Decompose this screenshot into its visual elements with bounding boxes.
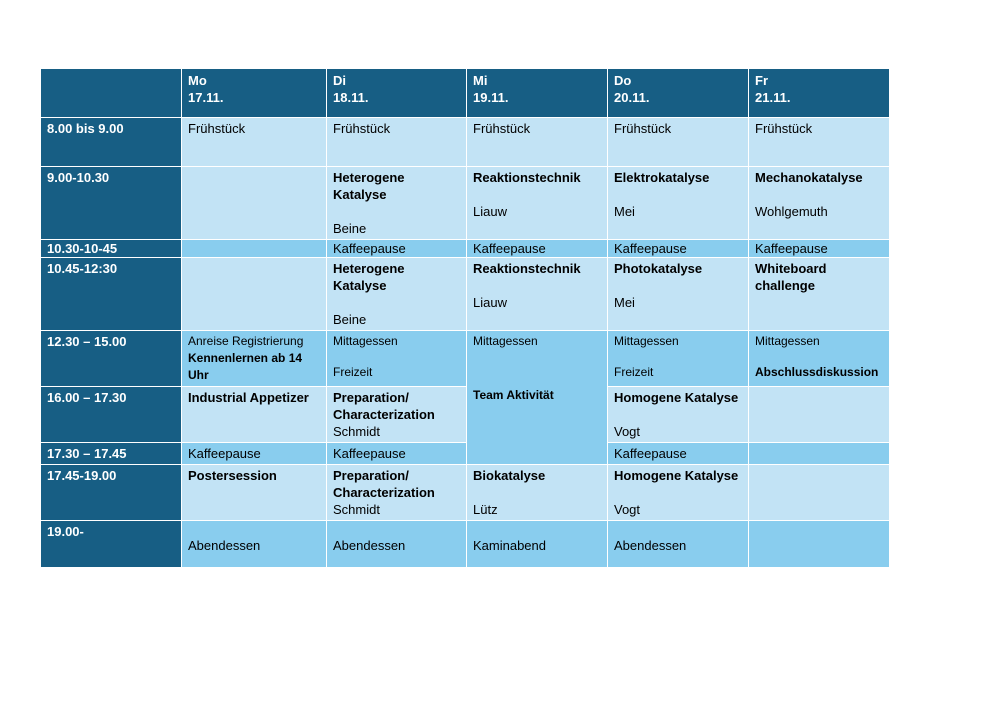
table-row [41, 258, 890, 331]
free-time-text: Freizeit [333, 365, 373, 379]
time-slot: 9.00-10.30 [41, 167, 182, 240]
lunch-text: Mittagessen [614, 334, 679, 348]
cell-session [608, 387, 749, 443]
table-row [41, 465, 890, 521]
header-day-mo [182, 69, 327, 118]
cell-session: Industrial Appetizer [182, 387, 327, 443]
table-row [41, 331, 890, 387]
table-row [41, 118, 890, 167]
cell-empty [749, 465, 890, 521]
cell-empty [749, 387, 890, 443]
day-date: 18.11. [333, 90, 369, 105]
table-row [41, 240, 890, 258]
cell-coffee-break: Kaffeepause [608, 240, 749, 258]
time-slot: 8.00 bis 9.00 [41, 118, 182, 167]
cell-session [608, 167, 749, 240]
cell-fireside-evening: Kaminabend [467, 521, 608, 568]
table-row [41, 167, 890, 240]
lunch-text: Mittagessen [473, 334, 538, 348]
day-name: Mi [473, 73, 488, 88]
header-day-mi [467, 69, 608, 118]
session-speaker: Wohlgemuth [755, 204, 828, 219]
session-title: Preparation/ [333, 468, 409, 483]
cell-session [608, 465, 749, 521]
time-slot: 10.45-12:30 [41, 258, 182, 331]
time-slot: 19.00- [41, 521, 182, 568]
cell-session [327, 258, 467, 331]
cell-session [749, 258, 890, 331]
schedule-table [40, 68, 890, 568]
day-date: 17.11. [188, 90, 224, 105]
cell-dinner: Abendessen [182, 521, 327, 568]
cell-breakfast: Frühstück [467, 118, 608, 167]
cell-session [467, 465, 608, 521]
day-name: Do [614, 73, 632, 88]
session-speaker: Vogt [614, 424, 641, 439]
time-slot: 17.45-19.00 [41, 465, 182, 521]
cell-empty [749, 521, 890, 568]
cell-arrival [182, 331, 327, 387]
cell-breakfast: Frühstück [608, 118, 749, 167]
lunch-text: Mittagessen [333, 334, 398, 348]
cell-session [749, 167, 890, 240]
session-speaker: Mei [614, 204, 635, 219]
cell-session: Postersession [182, 465, 327, 521]
day-name: Di [333, 73, 346, 88]
header-day-di [327, 69, 467, 118]
time-slot: 12.30 – 15.00 [41, 331, 182, 387]
cell-lunch [327, 331, 467, 387]
free-time-text: Freizeit [614, 365, 654, 379]
header-day-fr [749, 69, 890, 118]
table-row [41, 443, 890, 465]
cell-empty [749, 443, 890, 465]
session-speaker: Lütz [473, 502, 498, 517]
session-title: Whiteboard [755, 261, 827, 276]
session-title: Elektrokatalyse [614, 170, 710, 185]
session-speaker: Beine [333, 221, 367, 236]
session-speaker: Beine [333, 312, 367, 327]
session-speaker: Schmidt [333, 502, 380, 517]
session-title: Heterogene Katalyse [333, 261, 405, 293]
cell-session [327, 167, 467, 240]
cell-dinner: Abendessen [327, 521, 467, 568]
cell-session [608, 258, 749, 331]
cell-coffee-break: Kaffeepause [608, 443, 749, 465]
cell-session [467, 167, 608, 240]
cell-session [327, 387, 467, 443]
session-title: Reaktionstechnik [473, 170, 581, 185]
day-name: Mo [188, 73, 207, 88]
session-speaker: Schmidt [333, 424, 380, 439]
session-title: Mechanokatalyse [755, 170, 863, 185]
table-row [41, 521, 890, 568]
cell-session [327, 465, 467, 521]
session-title: Heterogene Katalyse [333, 170, 405, 202]
session-title: Characterization [333, 407, 435, 422]
time-slot: 10.30-10-45 [41, 240, 182, 258]
session-title: challenge [755, 278, 815, 293]
time-slot: 16.00 – 17.30 [41, 387, 182, 443]
cell-lunch-team [467, 331, 608, 465]
day-date: 21.11. [755, 90, 791, 105]
day-name: Fr [755, 73, 768, 88]
cell-session [467, 258, 608, 331]
session-speaker: Liauw [473, 295, 507, 310]
session-title: Preparation/ [333, 390, 409, 405]
arrival-text: Anreise Registrierung [188, 334, 304, 348]
team-activity-text: Team Aktivität [473, 388, 554, 402]
session-title: Homogene Katalyse [614, 390, 739, 405]
time-slot: 17.30 – 17.45 [41, 443, 182, 465]
cell-coffee-break: Kaffeepause [327, 240, 467, 258]
session-title: Characterization [333, 485, 435, 500]
cell-breakfast: Frühstück [327, 118, 467, 167]
meet-text: Kennenlernen ab 14 Uhr [188, 351, 303, 382]
header-row [41, 69, 890, 118]
session-title: Photokatalyse [614, 261, 703, 276]
cell-coffee-break: Kaffeepause [327, 443, 467, 465]
cell-coffee-break: Kaffeepause [467, 240, 608, 258]
lunch-text: Mittagessen [755, 334, 820, 348]
table-row [41, 387, 890, 443]
cell-empty [182, 167, 327, 240]
cell-lunch [608, 331, 749, 387]
day-date: 20.11. [614, 90, 650, 105]
cell-coffee-break: Kaffeepause [749, 240, 890, 258]
cell-empty [182, 258, 327, 331]
cell-lunch [749, 331, 890, 387]
session-speaker: Mei [614, 295, 635, 310]
cell-empty [182, 240, 327, 258]
session-speaker: Liauw [473, 204, 507, 219]
cell-coffee-break: Kaffeepause [182, 443, 327, 465]
session-title: Homogene Katalyse [614, 468, 739, 483]
session-title: Biokatalyse [473, 468, 546, 483]
cell-dinner: Abendessen [608, 521, 749, 568]
header-corner [41, 69, 182, 118]
session-title: Reaktionstechnik [473, 261, 581, 276]
cell-breakfast: Frühstück [749, 118, 890, 167]
cell-breakfast: Frühstück [182, 118, 327, 167]
day-date: 19.11. [473, 90, 509, 105]
final-discussion-text: Abschlussdiskussion [755, 365, 879, 379]
session-speaker: Vogt [614, 502, 641, 517]
header-day-do [608, 69, 749, 118]
